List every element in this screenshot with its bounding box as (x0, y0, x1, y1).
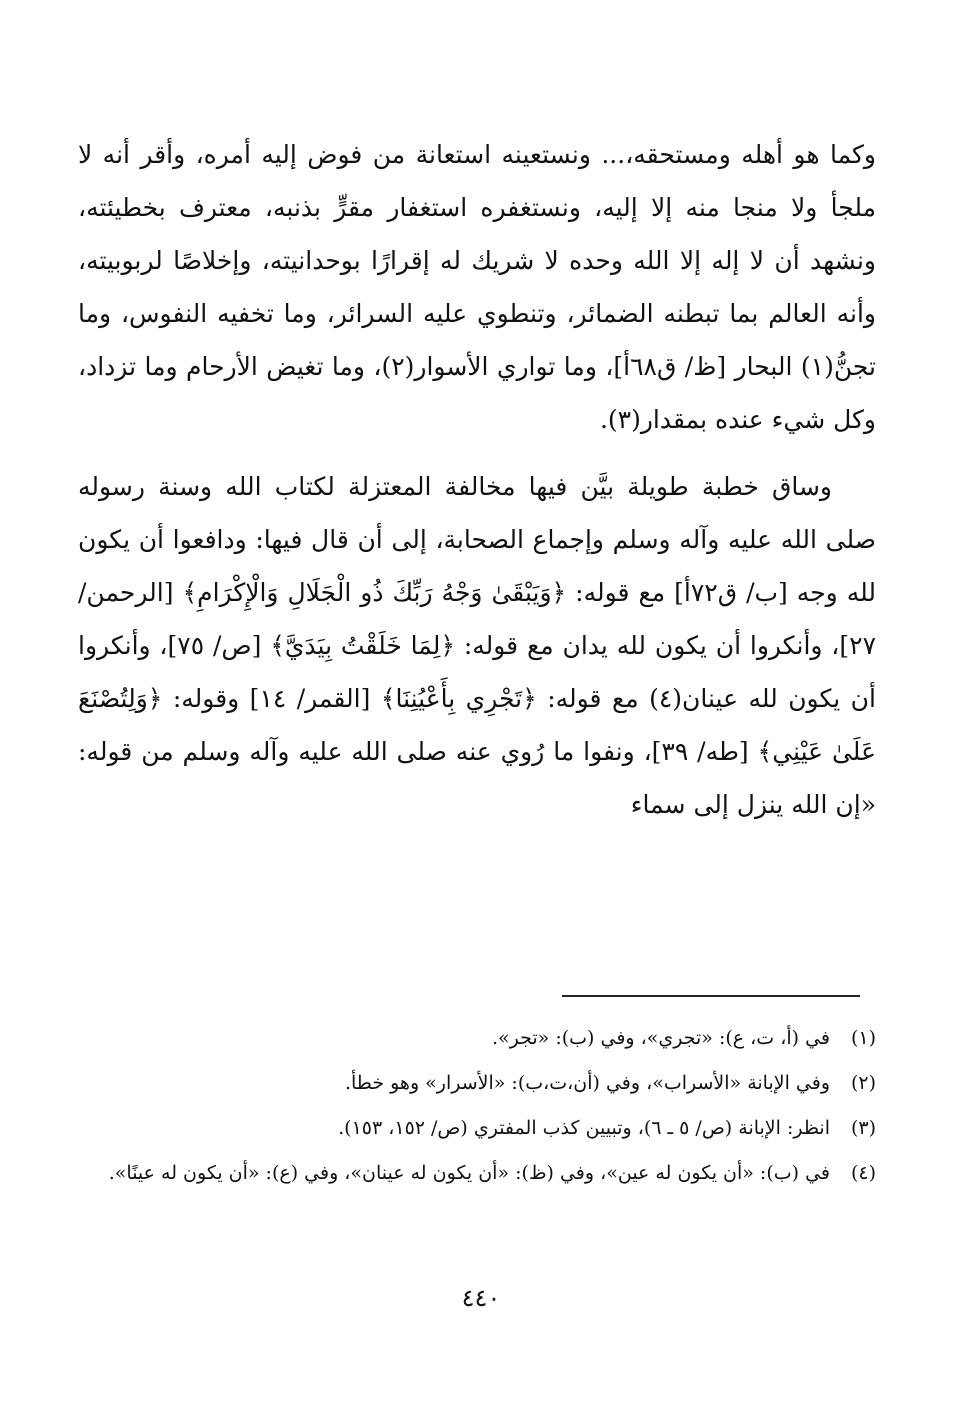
footnote-1 (78, 1016, 876, 1061)
footnote-3 (78, 1106, 876, 1151)
footnote-text: انظر: الإبانة (ص/ ٥ ـ ٦)، وتبيين كذب المفتري (ص/ ١٥٢، ١٥٣). (338, 1117, 830, 1139)
footnotes (78, 1016, 876, 1196)
paragraph-1: وكما هو أهله ومستحقه،... ونستعينه استعانة من فوض إليه أمره، وأقر أنه لا ملجأ ولا منجا منه إلا إليه، ونستغفره استغفار مقرٍّ بذنبه، معترف بخطيئته، ونشهد أن لا إله إلا الله وحده لا شريك له إقرارًا بوحدانيته، وإخلاصًا لربوبيته، وأنه العالم بما تبطنه الضمائر، وتنطوي عليه السرائر، وما تخفيه النفوس، وما تجنُّ(١) البحار [ظ/ ق٦٨أ]، وما تواري الأسوار(٢)، وما تغيض الأرحام وما تزداد، وكل شيء عنده بمقدار(٣). (78, 140, 876, 434)
main-text (78, 128, 876, 831)
footnote-2 (78, 1061, 876, 1106)
footnote-separator (562, 995, 860, 997)
page-number: ٤٤٠ (461, 1284, 501, 1312)
footnote-number: (٣) (850, 1117, 876, 1139)
footnote-text: وفي الإبانة «الأسراب»، وفي (أن،ت،ب): «الأسرار» وهو خطأ. (344, 1072, 830, 1094)
footnote-4 (78, 1151, 876, 1196)
footnote-text: في (ب): «أن يكون له عين»، وفي (ظ): «أن يكون له عينان»، وفي (ع): «أن يكون له عينًا». (108, 1162, 830, 1184)
footnote-text: في (أ، ت، ع): «تجري»، وفي (ب): «تجر». (491, 1027, 830, 1049)
footnote-number: (١) (850, 1027, 876, 1049)
footnote-number: (٤) (850, 1162, 876, 1184)
paragraph-2: وساق خطبة طويلة بيَّن فيها مخالفة المعتزلة لكتاب الله وسنة رسوله صلى الله عليه وآله وسلم وإجماع الصحابة، إلى أن قال فيها: ودافعوا أن يكون لله وجه [ب/ ق٧٢أ] مع قوله: ﴿وَيَبْقَىٰ وَجْهُ رَبِّكَ ذُو الْجَلَالِ وَالْإِكْرَامِ﴾ [الرحمن/ ٢٧]، وأنكروا أن يكون لله يدان مع قوله: ﴿لِمَا خَلَقْتُ بِيَدَيَّ﴾ [ص/ ٧٥]، وأنكروا أن يكون لله عينان(٤) مع قوله: ﴿تَجْرِي بِأَعْيُنِنَا﴾ [القمر/ ١٤] وقوله: ﴿وَلِتُصْنَعَ عَلَىٰ عَيْنِي﴾ [طه/ ٣٩]، ونفوا ما رُوي عنه صلى الله عليه وآله وسلم من قوله: «إن الله ينزل إلى سماء (78, 472, 876, 819)
footnote-number: (٢) (850, 1072, 876, 1094)
